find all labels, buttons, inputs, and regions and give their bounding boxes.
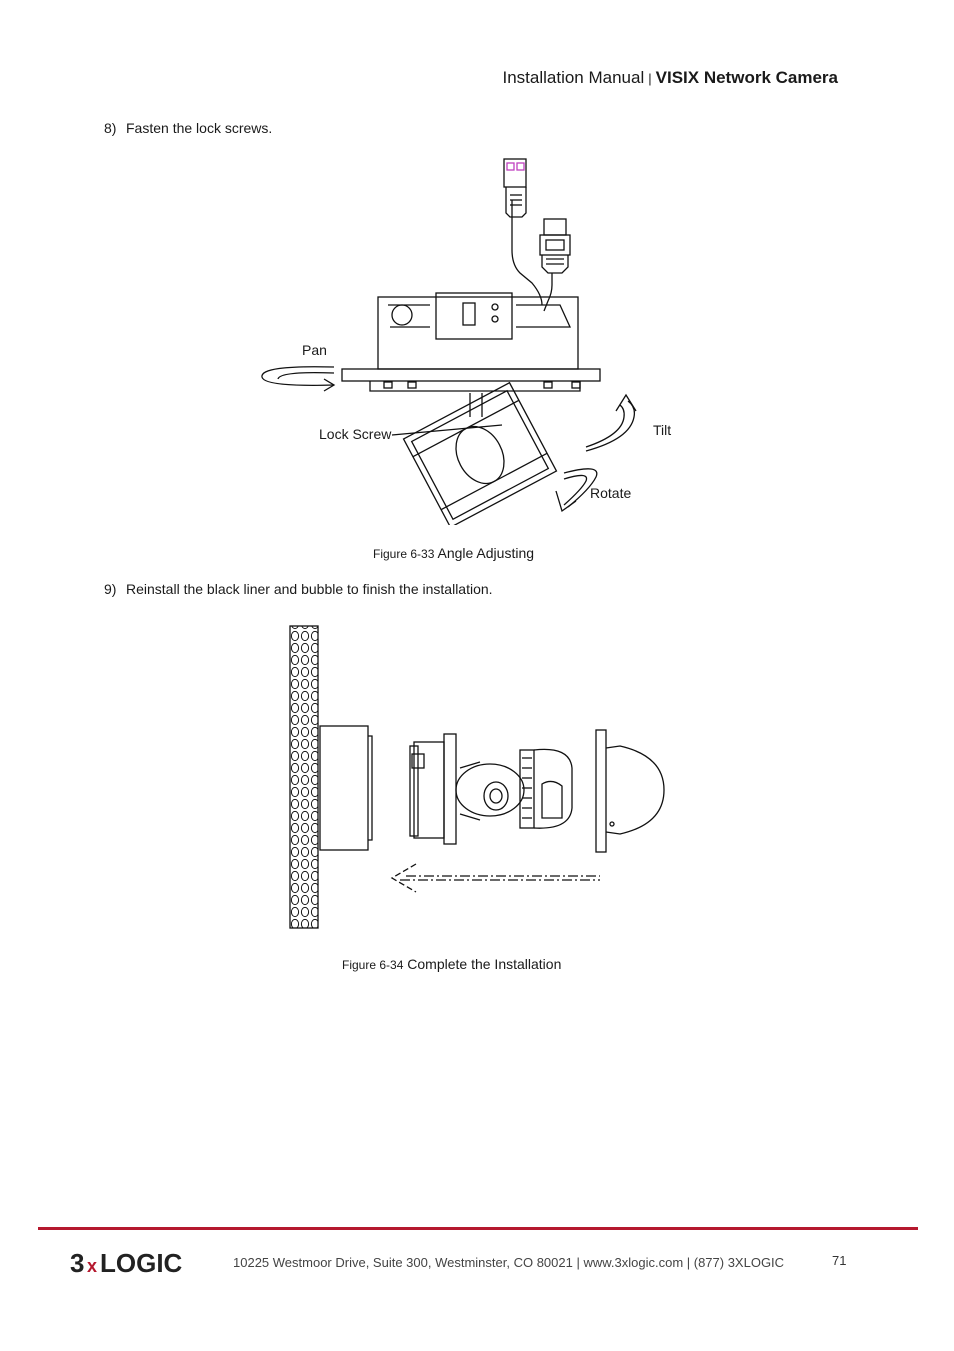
tilt-arrow xyxy=(586,395,636,451)
footer-divider xyxy=(38,1227,918,1230)
svg-text:3: 3 xyxy=(70,1248,85,1278)
black-liner xyxy=(520,749,572,828)
step-8 xyxy=(104,120,272,136)
wall xyxy=(290,626,318,928)
rj45-connector xyxy=(544,219,566,235)
footer-address: 10225 Westmoor Drive, Suite 300, Westminster, CO 80021 | www.3xlogic.com | (877) 3XLOGIC xyxy=(233,1255,785,1270)
page-number: 71 xyxy=(832,1253,847,1268)
manual-title: Installation Manual xyxy=(502,68,645,87)
figure-number: Figure 6-33 xyxy=(373,547,435,561)
page-header xyxy=(502,68,838,88)
install-direction-arrow xyxy=(392,864,600,892)
angle-adjusting-illustration xyxy=(250,155,690,525)
tilt-label: Tilt xyxy=(653,422,672,438)
step-9 xyxy=(104,581,493,597)
pan-arrow xyxy=(262,367,334,391)
step-number: 8) xyxy=(104,120,117,136)
bubble-dome xyxy=(596,730,664,852)
figure-6-33-caption xyxy=(373,545,534,561)
camera-module xyxy=(404,383,557,525)
figure-6-34-caption xyxy=(342,956,561,972)
step-text: Fasten the lock screws. xyxy=(126,120,273,136)
figure-number: Figure 6-34 xyxy=(342,958,404,972)
figure-title: Angle Adjusting xyxy=(437,545,535,561)
camera-module xyxy=(410,734,524,844)
mounting-plate xyxy=(342,369,600,381)
complete-installation-illustration xyxy=(280,618,680,938)
lock-screw-label: Lock Screw xyxy=(319,426,392,442)
mounting-base xyxy=(320,726,368,850)
step-text: Reinstall the black liner and bubble to finish the installation. xyxy=(126,581,493,597)
rotate-label: Rotate xyxy=(590,485,632,501)
header-separator: | xyxy=(648,71,652,86)
product-title: VISIX Network Camera xyxy=(655,68,838,87)
power-cable xyxy=(512,200,542,305)
step-number: 9) xyxy=(104,581,117,597)
svg-text:x: x xyxy=(87,1256,98,1276)
figure-title: Complete the Installation xyxy=(407,956,562,972)
pan-label: Pan xyxy=(302,342,327,358)
svg-text:LOGIC: LOGIC xyxy=(100,1248,183,1278)
3xlogic-logo xyxy=(70,1248,206,1278)
